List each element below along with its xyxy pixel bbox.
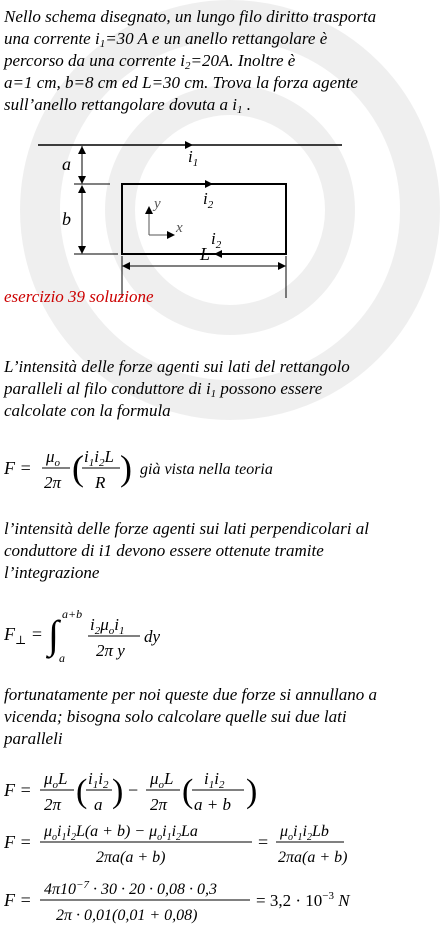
explanation-3-line-1: fortunatamente per noi queste due forze si annullano a: [4, 685, 378, 704]
svg-text:a+b: a+b: [62, 607, 83, 621]
equation-numeric-result: [4, 874, 440, 930]
svg-text:2π: 2π: [150, 795, 168, 814]
explanation-3-line-2: vicenda; bisogna solo calcolare quelle sui due lati: [4, 707, 347, 726]
svg-text:(: (: [182, 773, 194, 810]
svg-text:): ): [112, 773, 124, 810]
svg-text:2π: 2π: [44, 795, 62, 814]
svg-text:i2μoi1: $i_2\mu_oi_1$: [90, 615, 125, 637]
svg-text:): ): [120, 448, 132, 488]
explanation-1-line-3: calcolate con la formula: [4, 401, 171, 420]
svg-text:4π10−7 · 30 · 20 · 0,08 · 0,3: $4\pi 10^{-7} \cdot 30 \cdot 20 \cdot 0,08 \cdot 0,3$: [44, 879, 217, 898]
equation-parallel-force: [4, 440, 440, 496]
equation-perpendicular-force: [4, 604, 440, 666]
explanation-2-line-3: l’integrazione: [4, 563, 100, 582]
label-a: a: [62, 154, 71, 174]
svg-text:F⊥ =: $F_\perp$ =: [4, 624, 43, 647]
label-L: L: [200, 244, 211, 264]
axis-x-label: x: [176, 220, 183, 236]
svg-text:i1i2: $i_1i_2$: [204, 769, 225, 791]
svg-text:i1i2: $i_1i_2$: [88, 769, 109, 791]
svg-text:F =: F =: [4, 458, 32, 478]
svg-text:F =: F =: [4, 780, 32, 800]
svg-text:): ): [246, 773, 258, 810]
svg-text:(: (: [76, 773, 88, 810]
label-i1: $i_1$: [188, 147, 199, 169]
svg-text:μoi1i2Lb: $\mu_oi_1i_2Lb$: [280, 823, 329, 843]
i2-bottom-arrow-icon: [214, 250, 222, 258]
problem-line-1: Nello schema disegnato, un lungo filo diritto trasporta: [4, 7, 377, 26]
svg-text:−: −: [128, 780, 139, 800]
svg-text:dy: dy: [144, 627, 161, 646]
wire-loop-diagram: [0, 130, 444, 305]
explanation-1-line-1: L’intensità delle forze agenti sui lati del rettangolo: [4, 357, 350, 376]
explanation-2: [4, 518, 440, 584]
svg-text:2πa(a + b): 2πa(a + b): [96, 849, 166, 866]
eq1-note: già vista nella teoria: [140, 461, 273, 478]
problem-line-3: percorso da una corrente $i_2=20A$. Inoltre è: [4, 51, 296, 72]
svg-text:i1i2L: $i_1i_2L$: [84, 447, 114, 469]
i2-top-arrow-icon: [205, 180, 213, 188]
label-i2-bottom: $i_2$: [211, 229, 222, 251]
problem-line-2: una corrente $i_1=30$ A e un anello rettangolare è: [4, 29, 328, 50]
svg-text:2πa(a + b): 2πa(a + b): [278, 849, 348, 866]
svg-text:(: (: [72, 448, 84, 488]
svg-text:a: a: [59, 651, 65, 665]
svg-text:R: R: [95, 473, 106, 492]
problem-line-4: a=1 cm, b=8 cm ed L=30 cm. Trova la forza agente: [4, 73, 358, 92]
explanation-2-line-1: l’intensità delle forze agenti sui lati perpendicolari al: [4, 519, 369, 538]
equation-difference: [4, 764, 440, 818]
svg-text:2π: 2π: [44, 473, 62, 492]
axis-y-label: y: [154, 196, 161, 212]
svg-text:=: =: [258, 832, 269, 852]
svg-text:2π y: 2π y: [96, 641, 125, 660]
problem-text: [4, 6, 440, 116]
svg-text:a: a: [94, 795, 103, 814]
explanation-2-line-2: conduttore di i1 devono essere ottenute tramite: [4, 541, 324, 560]
svg-text:F =: F =: [4, 890, 32, 910]
explanation-3: [4, 684, 440, 750]
explanation-3-line-3: paralleli: [4, 729, 63, 748]
label-i2-top: $i_2$: [203, 189, 214, 211]
label-b: b: [62, 209, 71, 229]
svg-text:= 3,2 · 10−3 N: = $3,2 \cdot 10^{-3}$ N: [256, 890, 350, 910]
explanation-1: [4, 356, 440, 422]
svg-text:a + b: a + b: [194, 795, 231, 814]
svg-text:∫: ∫: [48, 612, 59, 657]
svg-text:μoL: $\mu_oL$: [44, 769, 68, 791]
svg-text:μoL: $\mu_oL$: [150, 769, 174, 791]
solution-link[interactable]: esercizio 39 soluzione: [4, 287, 154, 306]
svg-text:F =: F =: [4, 832, 32, 852]
problem-line-5: sull’anello rettangolare dovuta a $i_1$ .: [4, 95, 251, 116]
equation-combined: [4, 818, 440, 870]
svg-text:μo: $\mu_o$: [46, 447, 61, 469]
svg-text:μoi1i2L(a + b) − μoi1i2La: $\mu_oi_1i_2L(a + b) - \mu_oi_1i_2La$: [44, 823, 198, 843]
svg-text:2π · 0,01(0,01 + 0,08): 2π · 0,01(0,01 + 0,08): [56, 907, 198, 924]
explanation-1-line-2: paralleli al filo conduttore di $i_1$ possono essere: [4, 379, 323, 400]
